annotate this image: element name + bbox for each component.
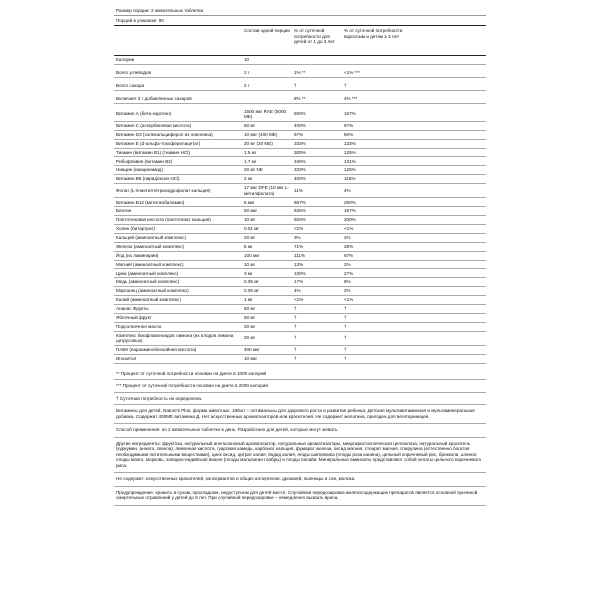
nutrient-amount: 10 мг [244,217,256,223]
dv-adults: 167% [344,208,356,214]
nutrient-amount: 60 мг [244,123,256,129]
nutrient-name: Фолат (L-5-метилтетрагидрофолат кальция) [116,187,211,193]
nutrient-amount: 17 мкг DFE (10 мкг L-метилфолата) [244,185,290,196]
nutrient-table [114,56,486,364]
nutrient-name: Всего сахара [116,82,145,88]
table-row [114,56,486,65]
dv-adults: 250% [344,199,356,205]
nutrient-amount: 50 мг [244,306,256,312]
table-row [114,252,486,261]
serving-size: Размер порции: 2 жевательных таблетки [114,6,486,16]
table-row [114,261,486,270]
dv-adults: 4% *** [344,95,358,101]
nutrient-amount: 0.05 мг [244,288,260,294]
footnote: ** Процент от суточной потребности основан на диете в 1000 калорий [114,368,486,381]
dv-children: 13% [294,261,304,267]
footnote: † Суточная потребность не определена. [114,393,486,406]
header-dv-children: % от суточной потребности для детей от 1 до 3 лет [294,28,335,44]
nutrient-name: Витамин B6 (пиридоксин HCl) [116,176,180,182]
nutrient-amount: 2 г [244,82,250,88]
nutrient-name: Рибофлавин (витамин B2) [116,158,173,164]
other-ingredients [114,438,486,474]
nutrient-name: Яблочный фрукт [116,314,152,320]
nutrient-name: ПАБК (парааминобензойная кислота) [116,347,197,353]
table-row [114,296,486,305]
dv-children: † [294,314,297,320]
nutrient-amount: 1.5 мг [244,149,257,155]
table-row [114,269,486,278]
table-row [114,184,486,198]
dv-adults: 125% [344,149,356,155]
dv-children: 500% [294,111,306,117]
dv-adults: 2% [344,288,351,294]
nutrient-name: Железо (аминоатный комплекс) [116,243,185,249]
paragraph-text: Предупреждение: хранить в сухом, прохладном, недоступном для детей месте. Случайная передозировка железосодержащих препаратов является основной причиной смертельных отравлений у детей до 6 лет. При случайной передозировке – немедленно вызвать врача. [116,489,478,501]
free-from [114,473,486,487]
dv-children: <1% [294,297,304,303]
table-row [114,234,486,243]
dv-children: 8% ** [294,95,306,101]
nutrient-name: Тиамин (витамин B1) (тиамин HCl) [116,149,190,155]
dv-adults: 6% [344,279,351,285]
dv-children: 3% [294,235,301,241]
nutrient-amount: 10 [244,57,250,63]
nutrient-name: Пантотеновая кислота (пантотенат кальция) [116,217,211,223]
dv-adults: † [344,335,347,341]
servings-per-container: Порций в упаковке: 90 [114,16,486,26]
nutrient-amount: 5 мг [244,243,253,249]
table-row [114,140,486,149]
dv-adults: 200% [344,217,356,223]
nutrient-name: Витамин D3 (холекальциферол из ланолина) [116,131,213,137]
table-row [114,198,486,207]
table-row [114,314,486,323]
dv-adults: <1% *** [344,70,360,76]
table-header [114,26,486,56]
usage-instructions [114,424,486,438]
table-row [114,278,486,287]
dv-adults: † [344,306,347,312]
header-amount: Состав одной порции [244,28,290,33]
footnotes [114,364,486,406]
dv-children: † [294,82,297,88]
dv-children: † [294,355,297,361]
table-row [114,323,486,332]
nutrient-name: Включает 2 г добавленных сахаров [116,95,192,101]
nutrient-name: Йод (из ламинарии) [116,252,159,258]
table-row [114,166,486,175]
table-row [114,82,486,91]
supplement-facts-panel [114,6,486,506]
nutrient-name: Магний (аминоатный комплекс) [116,261,184,267]
table-row [114,122,486,131]
nutrient-name: Подсолнечное масло [116,323,162,329]
dv-adults: 50% [344,131,354,137]
paragraph-text: Другие ингредиенты: фруктоза, натуральный апельсиновый ароматизатор, натуральные ароматизаторы, микрокристаллическая целлюлоза, натуральный краситель (куркумин, аннато, свекла), лимонная кислота, гуаровая камедь, карбонат кальция, фумарат железа, оксид магния, стеарат магния, спирулина (естественно богатая необходимыми питательными веществами), цинк оксид, цитрат калия, йодид калия, ягоды шиповника (плоды роза канина), цельный коричневый рис, брокколи, шпинат, плоды манго, морковь, западно-индийская вишня (плоды мальпигии глабры) и плоды папайи. Минеральные аминоаты представляют собой хелаты цельного коричневого риса. [116,440,482,468]
dv-children: 111% [294,252,306,258]
table-row [114,108,486,122]
table-row [114,346,486,355]
paragraph-text: Витамины для детей, Nature's Plus, форма животных, 180шт – оптимальны для здорового роста и развития ребенка. Детская мультивитаминная и мультиминеральная добавка. Содержит 400МЕ витамина Д. Нет искусственных ароматизаторов или красителей. Не содержит желатина, пригоден для вегетарианцев. [116,408,475,419]
nutrient-amount: 1500 мкг RAE (5000 МЕ) [244,108,287,120]
dv-adults: † [344,314,347,320]
nutrient-name: Витамин B12 (метилкобаламин) [116,199,185,205]
dv-children: 333% [294,140,306,146]
table-row [114,95,486,104]
nutrient-amount: 50 мкг [244,208,258,214]
dv-children: 400% [294,176,306,182]
dv-adults: † [344,347,347,353]
dv-children: 71% [294,243,304,249]
nutrient-amount: 50 мг [244,314,256,320]
dv-children: 333% [294,167,306,173]
nutrient-name: Ниацин (ниацинамид) [116,167,163,173]
footnote: *** Процент от суточной потребности основан на диете в 2000 калорий [114,380,486,393]
nutrient-amount: 0.01 мг [244,226,260,232]
dv-children: <1% [294,226,304,232]
dv-children: † [294,323,297,329]
table-row [114,157,486,166]
nutrient-name: Комплекс биофлавоноидов лимона (из плодов лимона цитрусовых) [116,332,234,344]
dv-adults: 2% [344,261,351,267]
dv-adults: 67% [344,123,354,129]
nutrient-amount: 0.05 мг [244,279,260,285]
nutrient-amount: 400 мкг [244,347,260,353]
nutrient-amount: 10 мг [244,261,256,267]
table-row [114,131,486,140]
table-row [114,69,486,78]
dv-adults: 118% [344,176,356,182]
paragraph-text: Способ применения: по 2 жевательных таблетки в день. Разработано для детей, которые могут жевать. [116,427,339,433]
dv-adults: 67% [344,252,354,258]
dv-children: 300% [294,149,306,155]
dv-children: 500% [294,217,306,223]
dv-children: 625% [294,208,306,214]
dv-adults: 167% [344,111,356,117]
nutrient-name: Витамин E (d-альфа-токоферилацетат) [116,140,201,146]
nutrient-name: Калий (аминоатный комплекс) [116,297,181,303]
nutrient-amount: 20 мг (30 МЕ) [244,140,273,146]
dv-adults: <1% [344,297,354,303]
nutrient-name: Ананас Фрукты [116,306,149,312]
nutrient-amount: 20 мг [244,323,256,329]
dv-adults: † [344,82,347,88]
product-description [114,405,486,424]
dv-adults: 28% [344,243,354,249]
dv-children: 67% [294,131,304,137]
table-row [114,243,486,252]
nutrient-name: Инозитол [116,355,137,361]
nutrient-amount: 20 мг NE [244,167,263,173]
dv-adults: † [344,323,347,329]
table-row [114,305,486,314]
nutrient-name: Холин (битартрат) [116,226,156,232]
dv-adults: 4% [344,187,351,193]
dv-adults: 27% [344,270,354,276]
table-row [114,216,486,225]
nutrient-name: Марганец (аминоатный комплекс) [116,288,189,294]
dv-adults: 125% [344,167,356,173]
table-row [114,207,486,216]
nutrient-name: Цинк (аминоатный комплекс) [116,270,179,276]
dv-children: 400% [294,123,306,129]
dv-adults: † [344,355,347,361]
nutrient-name: Калории [116,57,135,63]
nutrient-amount: 3 мг [244,270,253,276]
table-row [114,355,486,364]
dv-children: 4% [294,288,301,294]
paragraph-text: Не содержит: искусственных красителей, консервантов и общих аллергенов: дрожжей, пшеницы и сои, молока. [116,476,356,482]
dv-children: 667% [294,199,306,205]
nutrient-amount: 10 мкг [244,355,258,361]
dv-children: 1% ** [294,70,306,76]
nutrient-amount: 6 мкг [244,199,255,205]
dv-children: 100% [294,270,306,276]
table-row [114,332,486,346]
dv-children: 17% [294,279,304,285]
nutrient-name: Медь (аминоатный комплекс) [116,279,180,285]
nutrient-amount: 2 мг [244,176,253,182]
dv-children: 11% [294,187,303,193]
dv-children: 340% [294,158,306,164]
nutrient-amount: 20 мг [244,235,256,241]
nutrient-amount: 1.7 мг [244,158,257,164]
table-row [114,175,486,184]
nutrient-name: Биотин [116,208,132,214]
table-row [114,287,486,296]
dv-children: † [294,335,297,341]
nutrient-amount: 1 мг [244,297,253,303]
dv-adults: 133% [344,140,356,146]
nutrient-name: Витамин С (аскорбиновая кислота) [116,123,192,129]
nutrient-amount: 20 мг [244,335,256,341]
table-row [114,149,486,158]
nutrient-amount: 10 мкг (400 МЕ) [244,131,278,137]
nutrient-amount: 100 мкг [244,252,260,258]
warning [114,487,486,506]
dv-adults: 131% [344,158,356,164]
dv-children: † [294,347,297,353]
description [114,405,486,506]
dv-adults: 2% [344,235,351,241]
table-row [114,225,486,234]
dv-children: † [294,306,297,312]
nutrient-amount: 2 г [244,70,250,76]
nutrient-name: Кальций (аминоатный комплекс) [116,235,186,241]
nutrient-name: Всего углеводов [116,70,151,76]
dv-adults: <1% [344,226,354,232]
nutrient-name: Витамин А (бета-каротин) [116,111,172,117]
header-dv-adults: % от суточной потребности взрослым и детям ≥ 4 лет [344,28,403,39]
